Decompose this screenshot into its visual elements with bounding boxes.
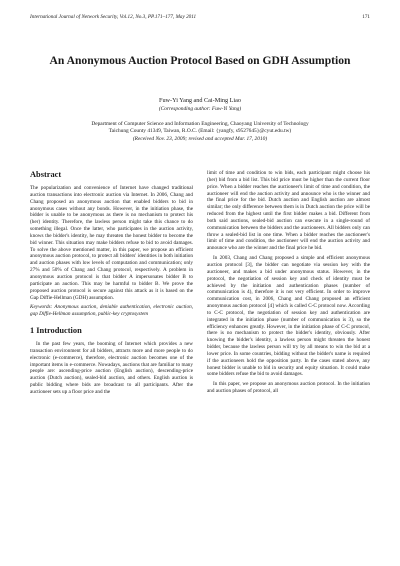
paper-title: An Anonymous Auction Protocol Based on GDH Assumption xyxy=(49,54,351,67)
received-dates: (Received Nov. 23, 2009; revised and accepted Mar. 17, 2010) xyxy=(132,135,268,142)
left-column xyxy=(30,170,193,396)
affiliation-line-1: Department of Computer Science and Information Engineering, Chaoyang University of Technology xyxy=(91,121,309,127)
journal-citation: International Journal of Network Security, Vol.12, No.3, PP.171–177, May 2011 xyxy=(30,14,197,20)
paper-authors: Fuw-Yi Yang and Cai-Ming Liao xyxy=(159,97,241,104)
keywords: Keywords: Anonymous auction, deniable authentication, electronic auction, gap Diffie-Hellman assumption, public-key cryptosystem xyxy=(30,304,193,318)
page-number: 171 xyxy=(362,14,370,20)
intro-paragraph-1-continued: limit of time and condition to win bids, each participant might choose his (her) bid from a bid list. This bid price must be higher than the current floor price. When a bidder reaches the auctioneer's limit of time and condition, the auctioneer will end the auction activity and announce who is the winner and the final price for the bid. Dutch auction and English auction are almost similar; the only difference between them is in Dutch auction the price will be reduced from the highest until the first bidder makes a bid. Different from both said auctions, sealed-bid auction can execute in a single-round of communication between the bidders and the auctioneers. All bidders only can throw a sealed-bid list in one time. When a bidder reaches the auctioneer's limit of time and condition, the auctioneer will end the auction activity and announce who are the winner and the final price he bid. xyxy=(207,170,370,252)
intro-paragraph-1: In the past few years, the booming of Internet which provides a new transaction environment for all bidders, attracts more and more people to do electronic (e-commerce), therefore, electronic auction becomes one of the important items in e-commerce. Nowadays, auctions that are familiar to many people are: ascending-price auction (English auction), descending-price auction (Dutch auction), sealed-bid auction, and others. English auction is public bidding where bids are broadcast to all participants. After the auctioneer sets up a floor price and the xyxy=(30,341,193,395)
affiliation-block xyxy=(30,121,370,143)
abstract-body: The popularization and convenience of Internet have changed traditional auction transactions into electronic auction via Internet. In 2006, Chang and Chang proposed an anonymous auction that enabled bidders to bid in anonymous cases without any bonds. However, in the initiation phase, the bidder is unable to be anonymous as there is no mechanism to protect his (her) identity. Therefore, the lawless person might take this chance to do something illegal. Once the latter, who participates in the auction activity, knows the bidder's identity, he may threaten the honest bidder to become the bid winner. This situation may make bidders refuse to bid to avoid damages. To solve the above mentioned matter, in this paper, we propose an efficient anonymous auction protocol, to protect all bidders' identities in both initiation and auction phases with low levels of computation and communication; only 27% and 50% of Chang and Chang protocol, respectively. A problem in anonymous auction protocol is that bidder A impersonates bidder B to participate an auction. This may be harmful to bidder B. We prove the proposed auction protocol is secure against this attack as it is based on the Gap Diffie-Hellman (GDH) assumption. xyxy=(30,185,193,301)
intro-paragraph-3: In this paper, we propose an anonymous auction protocol. In the initiation and auction phases of protocol, all xyxy=(207,381,370,395)
intro-paragraph-2: In 2003, Chang and Chang proposed a simple and efficient anonymous auction protocol [3], the bidder can negotiate via session key with the auctioneer, and makes a bid under anonymous status. However, in the protocol, the negotiation of session key and check of identity must be achieved by the initiation and authentication phases (number of communication is 4), therefore it is not very efficient. In order to improve communication cost, in 2006, Chang and Chang proposed an efficient anonymous auction protocol [4] which is called C-C protocol now. According to C-C protocol, the negotiation of session key and authentication are integrated in the initiation phase (number of communication is 3), so the efficiency enhances greatly. However, in the initiation phase of C-C protocol, there is no mechanism to protect the bidder's identity, obviously. After knowing the bidder's identity, a lawless person might threaten the honest bidder, because the lawless person will try by all means to win the bid at a lower price. In some countries, bidding without the bidder's name is required if the auctioneers hold the opposition party. In the cases stated above, any honest bidder is unable to bid in security and equity situation. It could make some bidders refuse the bid to avoid damages. xyxy=(207,255,370,378)
affiliation-line-2: Taichung County 41349, Taiwan, R.O.C. (Email: {yangfy, s9527645}@cyut.edu.tw) xyxy=(108,128,292,135)
abstract-heading: Abstract xyxy=(30,170,62,179)
corresponding-author: (Corresponding author: Fuw-Yi Yang) xyxy=(158,106,242,112)
right-column xyxy=(207,170,370,395)
introduction-heading: 1 Introduction xyxy=(30,326,82,336)
running-header xyxy=(30,14,370,20)
